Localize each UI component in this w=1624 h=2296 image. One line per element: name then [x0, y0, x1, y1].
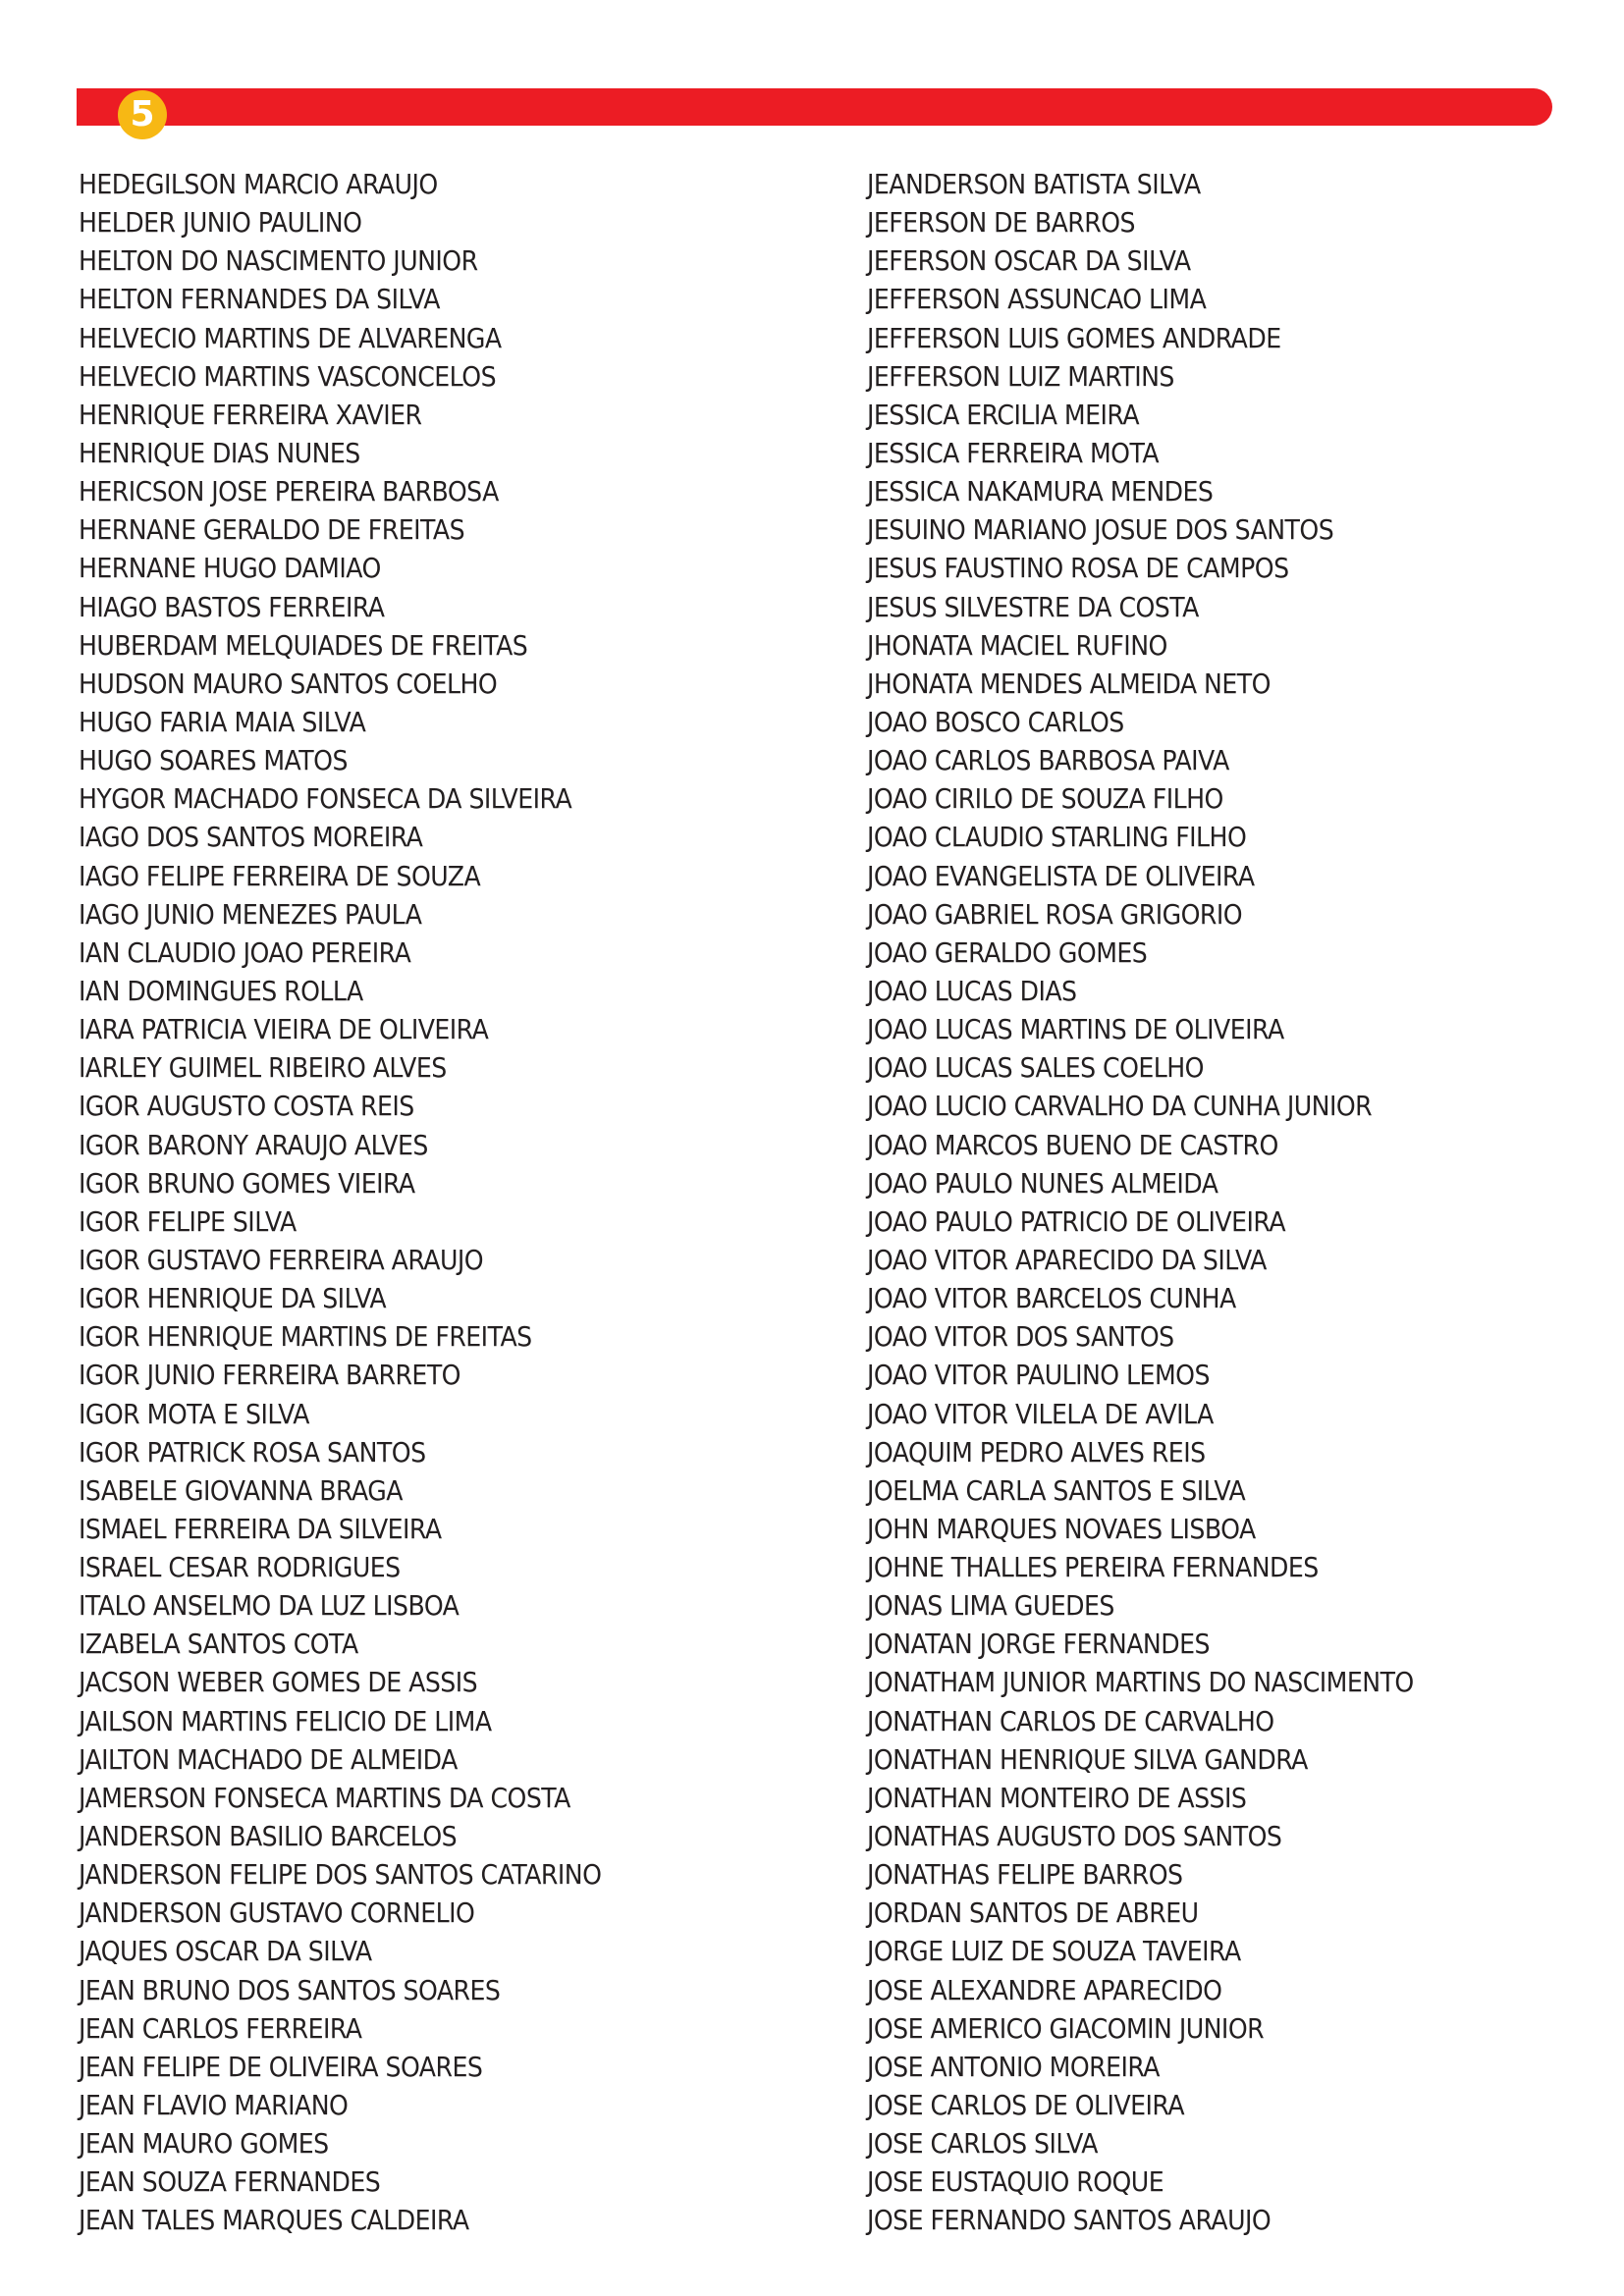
name-list-item: JESSICA FERREIRA MOTA	[867, 436, 1160, 469]
name-list-item: JANDERSON FELIPE DOS SANTOS CATARINO	[79, 1858, 602, 1892]
name-list-item: JESUS FAUSTINO ROSA DE CAMPOS	[867, 552, 1289, 585]
name-list-item: HYGOR MACHADO FONSECA DA SILVEIRA	[79, 782, 572, 816]
name-list-item: HUBERDAM MELQUIADES DE FREITAS	[79, 628, 528, 662]
name-list-item: JEANDERSON BATISTA SILVA	[867, 168, 1201, 200]
page-number-badge: 5	[118, 90, 167, 139]
name-list-item: JOAO PAULO NUNES ALMEIDA	[867, 1166, 1218, 1200]
name-list-item: ISRAEL CESAR RODRIGUES	[79, 1551, 401, 1584]
name-list-item: JOELMA CARLA SANTOS E SILVA	[867, 1473, 1246, 1507]
name-list-item: IGOR HENRIQUE DA SILVA	[79, 1282, 387, 1315]
name-list-item: HUDSON MAURO SANTOS COELHO	[79, 667, 498, 700]
name-list-item: HENRIQUE FERREIRA XAVIER	[79, 398, 422, 431]
name-list-item: HEDEGILSON MARCIO ARAUJO	[79, 168, 438, 200]
name-list-item: JEAN CARLOS FERREIRA	[79, 2011, 362, 2045]
name-list-item: HENRIQUE DIAS NUNES	[79, 436, 360, 469]
name-list-item: JOAO GERALDO GOMES	[867, 935, 1148, 969]
name-list-item: IGOR BARONY ARAUJO ALVES	[79, 1128, 428, 1161]
name-list-item: JOAO VITOR VILELA DE AVILA	[867, 1397, 1214, 1430]
name-list-item: HERICSON JOSE PEREIRA BARBOSA	[79, 475, 499, 508]
name-list-item: JANDERSON GUSTAVO CORNELIO	[79, 1896, 475, 1930]
name-list-item: JEAN SOUZA FERNANDES	[79, 2165, 381, 2199]
name-list-item: IGOR JUNIO FERREIRA BARRETO	[79, 1359, 460, 1392]
name-list-item: ITALO ANSELMO DA LUZ LISBOA	[79, 1589, 460, 1623]
name-list-item: IAGO FELIPE FERREIRA DE SOUZA	[79, 859, 481, 892]
name-list-item: JHONATA MENDES ALMEIDA NETO	[867, 667, 1271, 700]
name-list-item: JAILTON MACHADO DE ALMEIDA	[79, 1742, 458, 1776]
name-list-item: JOAO VITOR PAULINO LEMOS	[867, 1359, 1210, 1392]
name-list-item: IGOR AUGUSTO COSTA REIS	[79, 1090, 414, 1123]
name-list-item: HELTON DO NASCIMENTO JUNIOR	[79, 244, 478, 278]
header-bar	[77, 88, 1552, 126]
name-list-item: JOAO VITOR DOS SANTOS	[867, 1320, 1174, 1354]
name-list-item: IAGO JUNIO MENEZES PAULA	[79, 897, 422, 931]
name-list-item: ISABELE GIOVANNA BRAGA	[79, 1473, 403, 1507]
name-list-item: IAN DOMINGUES ROLLA	[79, 974, 363, 1007]
name-list-item: JONATHAN HENRIQUE SILVA GANDRA	[867, 1742, 1308, 1776]
name-list-item: JHONATA MACIEL RUFINO	[867, 628, 1167, 662]
name-list-item: JONATAN JORGE FERNANDES	[867, 1628, 1210, 1661]
name-list-item: JORDAN SANTOS DE ABREU	[867, 1896, 1199, 1930]
name-list-item: JOAO CIRILO DE SOUZA FILHO	[867, 782, 1223, 816]
name-list-item: JOSE CARLOS DE OLIVEIRA	[867, 2089, 1185, 2122]
name-list-item: JONAS LIMA GUEDES	[867, 1589, 1114, 1623]
name-list-item: JEAN BRUNO DOS SANTOS SOARES	[79, 1973, 501, 2006]
name-list-item: JOSE EUSTAQUIO ROQUE	[867, 2165, 1164, 2199]
name-list-item: JOAO VITOR APARECIDO DA SILVA	[867, 1243, 1267, 1276]
name-list-item: JOHN MARQUES NOVAES LISBOA	[867, 1512, 1256, 1545]
name-list-item: JOAO CARLOS BARBOSA PAIVA	[867, 744, 1229, 777]
name-list-item: HELVECIO MARTINS DE ALVARENGA	[79, 321, 502, 354]
name-list-item: JOSE AMERICO GIACOMIN JUNIOR	[867, 2011, 1265, 2045]
name-list-item: JESUS SILVESTRE DA COSTA	[867, 590, 1199, 623]
name-list-item: JOAO EVANGELISTA DE OLIVEIRA	[867, 859, 1255, 892]
name-list-item: IGOR HENRIQUE MARTINS DE FREITAS	[79, 1320, 532, 1354]
name-list-item: JONATHAS AUGUSTO DOS SANTOS	[867, 1820, 1282, 1853]
name-list-item: JEFFERSON LUIZ MARTINS	[867, 359, 1174, 393]
name-list-item: IGOR PATRICK ROSA SANTOS	[79, 1435, 426, 1468]
name-list-item: JOAO LUCAS MARTINS DE OLIVEIRA	[867, 1013, 1284, 1046]
name-list-item: HELVECIO MARTINS VASCONCELOS	[79, 359, 497, 393]
name-list-item: JEFFERSON LUIS GOMES ANDRADE	[867, 321, 1281, 354]
name-list-item: JOAO LUCAS DIAS	[867, 974, 1077, 1007]
name-list-item: JESSICA NAKAMURA MENDES	[867, 475, 1214, 508]
name-list-item: IGOR GUSTAVO FERREIRA ARAUJO	[79, 1243, 484, 1276]
name-list-item: JEFERSON DE BARROS	[867, 206, 1135, 240]
name-list-item: HERNANE HUGO DAMIAO	[79, 552, 381, 585]
name-list-item: JOAO GABRIEL ROSA GRIGORIO	[867, 897, 1243, 931]
name-list-item: ISMAEL FERREIRA DA SILVEIRA	[79, 1512, 442, 1545]
name-list-item: IZABELA SANTOS COTA	[79, 1628, 358, 1661]
names-column-left	[79, 165, 660, 2240]
name-list-item: JESUINO MARIANO JOSUE DOS SANTOS	[867, 513, 1334, 547]
name-list-item: HUGO SOARES MATOS	[79, 744, 348, 777]
name-list-item: IARA PATRICIA VIEIRA DE OLIVEIRA	[79, 1013, 489, 1046]
name-list-item: JORGE LUIZ DE SOUZA TAVEIRA	[867, 1935, 1241, 1968]
name-list-item: JEAN MAURO GOMES	[79, 2127, 329, 2161]
name-list-item: IGOR FELIPE SILVA	[79, 1204, 297, 1238]
names-column-right	[867, 165, 1475, 2240]
name-list-item: JOAO LUCIO CARVALHO DA CUNHA JUNIOR	[867, 1090, 1373, 1123]
name-list-item: HUGO FARIA MAIA SILVA	[79, 705, 366, 738]
name-list-item: JOAO MARCOS BUENO DE CASTRO	[867, 1128, 1278, 1161]
name-list-item: JACSON WEBER GOMES DE ASSIS	[79, 1666, 478, 1699]
name-list-item: JEAN FELIPE DE OLIVEIRA SOARES	[79, 2050, 483, 2083]
name-list-item: JOSE FERNANDO SANTOS ARAUJO	[867, 2204, 1272, 2237]
name-list-item: JOHNE THALLES PEREIRA FERNANDES	[867, 1551, 1319, 1584]
name-list-item: JONATHAS FELIPE BARROS	[867, 1858, 1183, 1892]
name-list-item: JONATHAN CARLOS DE CARVALHO	[867, 1704, 1274, 1737]
name-list-item: IGOR BRUNO GOMES VIEIRA	[79, 1166, 415, 1200]
name-list-item: JEFFERSON ASSUNCAO LIMA	[867, 283, 1207, 316]
name-list-item: HIAGO BASTOS FERREIRA	[79, 590, 385, 623]
name-list-item: JOAQUIM PEDRO ALVES REIS	[867, 1435, 1206, 1468]
name-list-item: JEFERSON OSCAR DA SILVA	[867, 244, 1191, 278]
name-list-item: HELDER JUNIO PAULINO	[79, 206, 362, 240]
name-list-item: JOSE ANTONIO MOREIRA	[867, 2050, 1161, 2083]
name-list-item: JAILSON MARTINS FELICIO DE LIMA	[79, 1704, 492, 1737]
name-list-item: HERNANE GERALDO DE FREITAS	[79, 513, 465, 547]
name-list-item: JOAO LUCAS SALES COELHO	[867, 1051, 1204, 1085]
name-list-item: IGOR MOTA E SILVA	[79, 1397, 309, 1430]
name-list-item: JAMERSON FONSECA MARTINS DA COSTA	[79, 1781, 570, 1814]
name-list-item: JOAO CLAUDIO STARLING FILHO	[867, 821, 1247, 854]
name-list-item: IAGO DOS SANTOS MOREIRA	[79, 821, 423, 854]
name-list-item: IAN CLAUDIO JOAO PEREIRA	[79, 935, 411, 969]
name-list-item: JOAO VITOR BARCELOS CUNHA	[867, 1282, 1236, 1315]
name-list-item: JAQUES OSCAR DA SILVA	[79, 1935, 372, 1968]
name-list-item: JESSICA ERCILIA MEIRA	[867, 398, 1140, 431]
name-list-item: JONATHAM JUNIOR MARTINS DO NASCIMENTO	[867, 1666, 1414, 1699]
name-list-item: JEAN FLAVIO MARIANO	[79, 2089, 349, 2122]
name-list-item: JOSE CARLOS SILVA	[867, 2127, 1098, 2161]
name-list-item: IARLEY GUIMEL RIBEIRO ALVES	[79, 1051, 447, 1085]
name-list-item: HELTON FERNANDES DA SILVA	[79, 283, 441, 316]
name-list-item: JONATHAN MONTEIRO DE ASSIS	[867, 1781, 1247, 1814]
name-list-item: JOAO PAULO PATRICIO DE OLIVEIRA	[867, 1204, 1286, 1238]
name-list-item: JOAO BOSCO CARLOS	[867, 705, 1124, 738]
name-list-item: JANDERSON BASILIO BARCELOS	[79, 1820, 458, 1853]
name-list-item: JOSE ALEXANDRE APARECIDO	[867, 1973, 1222, 2006]
name-list-item: JEAN TALES MARQUES CALDEIRA	[79, 2204, 469, 2237]
